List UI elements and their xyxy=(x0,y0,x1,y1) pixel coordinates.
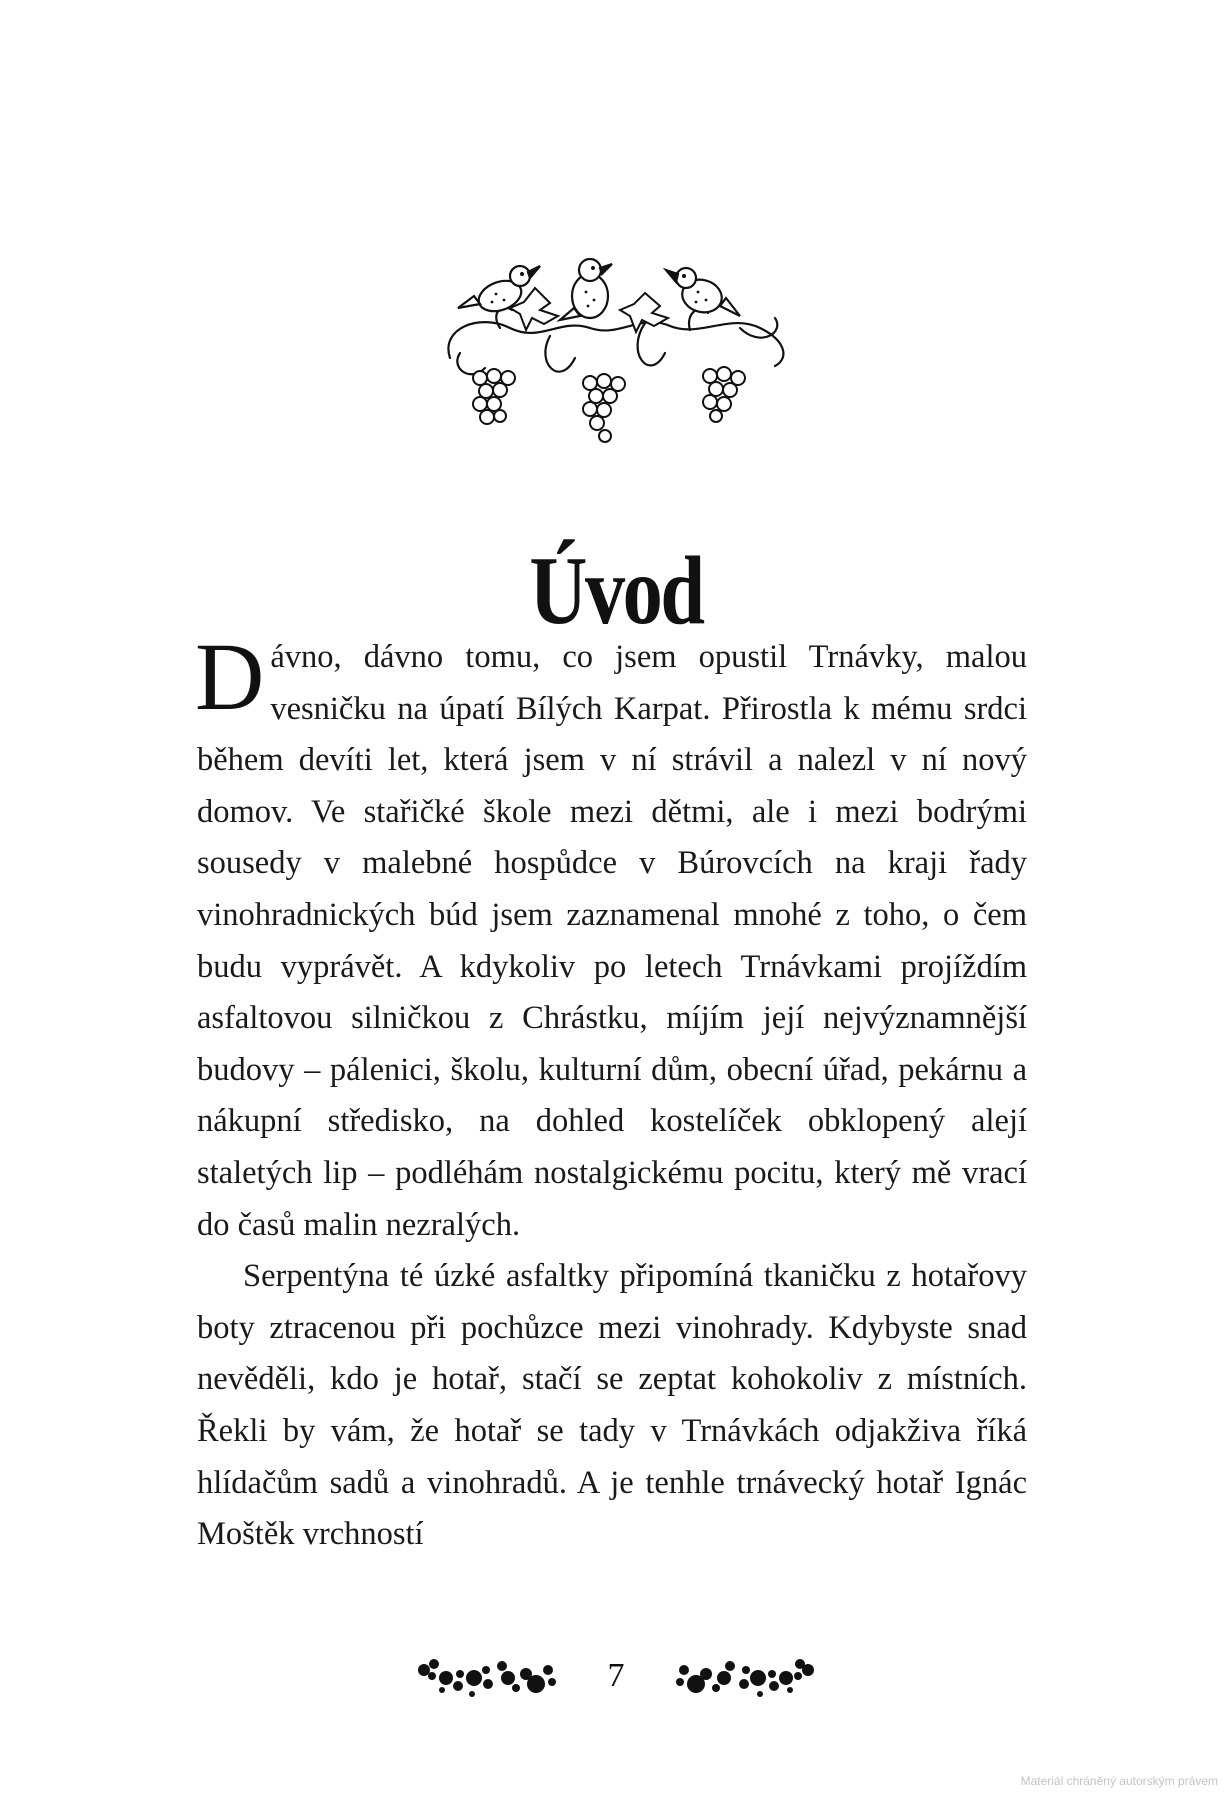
paragraph-1 xyxy=(195,623,1027,1251)
chapter-body xyxy=(195,623,1027,1561)
page-footer xyxy=(0,1648,1232,1708)
paragraph-1-text: ávno, dávno tomu, co jsem opustil Trnávky, malou vesničku na úpatí Bílých Karpat. Přirostla k mému srdci během devíti let, která jsem v ní strávil a nalezl v ní nový domov. Ve stařičké škole mezi dětmi, ale i mezi bodrými sousedy v malebné hospůdce v Búrovcích na kraji řady vinohradnických búd jsem zaznamenal mnohé z toho, o čem budu vyprávět. A kdykoliv po letech Trnávkami projíždím asfaltovou silničkou z Chrástku, míjím její nejvýznamnější budovy – pálenici, školu, kulturní dům, obecní úřad, pekárnu a nákupní středisko, na dohled kostelíček obklopený alejí staletých lip – podléhám nostalgickému pocitu, který mě vrací do časů malin nezralých. xyxy=(197,639,1027,1243)
floral-ornament-right-icon xyxy=(670,1648,820,1708)
copyright-watermark: Materiál chráněný autorským právem xyxy=(1020,1774,1218,1788)
drop-cap: D xyxy=(195,623,265,730)
floral-ornament-left-icon xyxy=(412,1648,562,1708)
page-number: 7 xyxy=(607,1657,625,1694)
birds-grapevine-icon xyxy=(440,258,800,458)
chapter-title: Úvod xyxy=(529,536,703,645)
paragraph-2: Serpentýna té úzké asfaltky připomíná tkaničku z hotařovy boty ztracenou při pochůzce mezi vinohrady. Kdybyste snad nevěděli, kdo je hotař, stačí se zeptat kohokoliv z místních. Řekli by vám, že hotař se tady v Trnávkách odjakživa říká hlídačům sadů a vinohradů. A je tenhle trnávecký hotař Ignác Moštěk vrchností xyxy=(197,1258,1027,1553)
